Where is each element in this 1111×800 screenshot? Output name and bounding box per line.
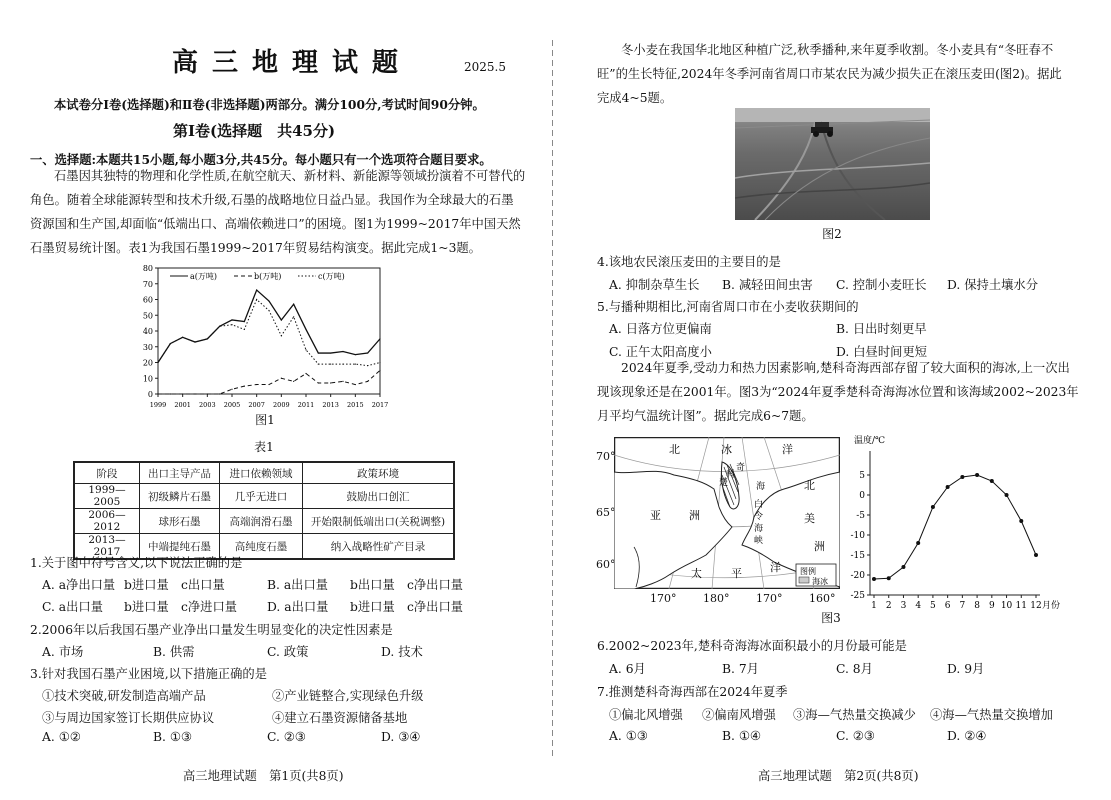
- q1-option-d-2: b进口量: [350, 600, 395, 614]
- x-tick-label: 2: [885, 601, 892, 611]
- table-cell: 2013—2017: [74, 534, 140, 560]
- map-lat-label: 65°: [596, 506, 616, 519]
- data-point: [244, 329, 245, 330]
- passage-2-line: 冬小麦在我国华北地区种植广泛,秋季播种,来年夏季收割。冬小麦具有“冬旺春不: [621, 43, 1054, 57]
- data-point: [367, 381, 368, 382]
- q7-option-d[interactable]: D. ②④: [947, 729, 987, 743]
- data-point: [367, 352, 368, 353]
- table-header-cell: 阶段: [74, 462, 140, 484]
- data-point: [355, 384, 356, 385]
- y-tick-label: 5: [859, 471, 865, 481]
- data-point: [157, 362, 158, 363]
- data-point: [342, 381, 343, 382]
- q3-option-d[interactable]: D. ③④: [381, 730, 421, 744]
- q4-option-a[interactable]: A. 抑制杂草生长: [609, 278, 700, 292]
- table-cell: 高纯度石墨: [220, 534, 303, 560]
- passage-2-line: 完成4~5题。: [597, 91, 673, 105]
- data-point: [268, 310, 269, 311]
- data-point: [379, 362, 380, 363]
- data-point: [305, 373, 306, 374]
- y-tick-label: -15: [850, 551, 865, 561]
- q3-item: ④建立石墨资源储备基地: [272, 711, 408, 725]
- q3-item: ③与周边国家签订长期供应协议: [42, 711, 215, 725]
- temperature-line: [874, 475, 1036, 579]
- page-title: 高三地理试题: [172, 48, 413, 78]
- map-place-label: 令: [754, 512, 764, 522]
- map-place-label: 冰: [721, 443, 732, 456]
- x-tick-label: 11: [1015, 601, 1027, 611]
- x-tick-label: 2011: [297, 401, 315, 409]
- q1-option-c-1[interactable]: C. a出口量: [42, 600, 104, 614]
- q7-option-c[interactable]: C. ②③: [836, 729, 875, 743]
- x-tick-label: 2007: [248, 401, 265, 409]
- y-tick-label: 30: [142, 342, 153, 352]
- q2-option-c[interactable]: C. 政策: [267, 645, 309, 659]
- temperature-point: [946, 485, 950, 489]
- q1-option-b-3: c净出口量: [407, 578, 464, 592]
- x-tick-label: 2013: [322, 401, 339, 409]
- monthly-temperature-chart: [850, 430, 1070, 611]
- map-lon-label: 170°: [650, 592, 677, 605]
- table1-caption: 表1: [254, 440, 274, 454]
- temperature-point: [960, 475, 964, 479]
- q5-option-a[interactable]: A. 日落方位更偏南: [609, 322, 712, 336]
- data-point: [318, 363, 319, 364]
- section1-instructions: 一、选择题:本题共15小题,每小题3分,共45分。每小题只有一个选项符合题目要求。: [30, 152, 492, 167]
- passage-1-line: 石墨因其独特的物理和化学性质,在航空航天、新材料、新能源等领域扮演着不可替代的: [54, 169, 526, 183]
- data-point: [293, 316, 294, 317]
- data-point: [355, 363, 356, 364]
- data-point: [305, 329, 306, 330]
- map-place-label: 洋: [770, 561, 781, 574]
- q4-option-b[interactable]: B. 减轻田间虫害: [722, 278, 813, 292]
- data-point: [182, 337, 183, 338]
- table-cell: 初级鳞片石墨: [140, 484, 220, 509]
- table-cell: 中端提纯石墨: [140, 534, 220, 560]
- y-tick-label: -10: [850, 531, 865, 541]
- legend-label: b(万吨): [254, 272, 282, 281]
- map-place-label: 洲: [689, 509, 700, 522]
- x-tick-label: 4: [915, 601, 922, 611]
- q5-option-d[interactable]: D. 白昼时间更短: [836, 345, 928, 359]
- q2-option-d[interactable]: D. 技术: [381, 645, 423, 659]
- map-place-label: 海: [754, 524, 764, 534]
- map-place-label: 白: [754, 500, 764, 510]
- passage-2-line: 旺”的生长特征,2024年冬季河南省周口市某农民为减少损失正在滚压麦田(图2)。据此: [597, 67, 1062, 81]
- y-axis-label: 温度/℃: [854, 436, 886, 446]
- q2-stem: 2.2006年以后我国石墨产业净出口量发生明显变化的决定性因素是: [30, 623, 393, 637]
- footer-right: 高三地理试题 第2页(共8页): [758, 769, 919, 783]
- temperature-point: [1019, 519, 1023, 523]
- data-point: [194, 393, 195, 394]
- map-lat-label: 60°: [596, 558, 616, 571]
- data-point: [219, 393, 220, 394]
- y-tick-label: 0: [147, 390, 153, 399]
- x-tick-label: 5: [930, 601, 936, 611]
- x-tick-label: 1999: [149, 401, 167, 409]
- data-point: [268, 300, 269, 301]
- passage-1: [30, 164, 525, 260]
- table-cell: 2006—2012: [74, 509, 140, 534]
- y-tick-label: -20: [850, 571, 865, 581]
- table-cell: 鼓励出口创汇: [303, 484, 455, 509]
- x-tick-label: 2015: [347, 401, 364, 409]
- x-axis-label: 月份: [1042, 601, 1061, 611]
- map-place-label: 太: [691, 567, 702, 580]
- x-tick-label: 8: [974, 601, 980, 611]
- data-point: [281, 335, 282, 336]
- data-point: [330, 363, 331, 364]
- x-tick-label: 6: [944, 601, 951, 611]
- map-lat-label: 70°: [596, 450, 616, 463]
- map-legend-ice-swatch: [799, 577, 809, 583]
- data-point: [281, 319, 282, 320]
- q3-item: ②产业链整合,实现绿色升级: [272, 689, 424, 703]
- temperature-point: [887, 576, 891, 580]
- q4-option-c[interactable]: C. 控制小麦旺长: [836, 278, 927, 292]
- field-rolling-photo: [735, 108, 930, 220]
- map-place-label: 楚: [719, 478, 729, 488]
- map-place-label: 洲: [814, 540, 825, 553]
- data-point: [207, 338, 208, 339]
- map-place-label: 美: [804, 512, 815, 525]
- x-tick-label: 2005: [223, 401, 241, 409]
- temperature-point: [931, 505, 935, 509]
- chukchi-sea-map: [614, 437, 840, 589]
- data-point: [342, 363, 343, 364]
- x-tick-label: 10: [1000, 601, 1013, 611]
- data-point: [207, 393, 208, 394]
- q7-item: ②偏南风增强: [702, 708, 776, 722]
- passage-3-line: 2024年夏季,受动力和热力因素影响,楚科奇海西部存留了较大面积的海冰,上一次出: [621, 361, 1070, 375]
- data-point: [268, 384, 269, 385]
- y-tick-label: 0: [859, 491, 865, 501]
- data-point: [157, 393, 158, 394]
- data-point: [256, 299, 257, 300]
- data-point: [231, 324, 232, 325]
- q1-option-a-1[interactable]: A. a净出口量: [42, 578, 116, 592]
- data-point: [194, 341, 195, 342]
- data-point: [355, 354, 356, 355]
- map-legend-item: 海冰: [812, 577, 828, 586]
- q2-option-b[interactable]: B. 供需: [153, 645, 195, 659]
- q5-stem: 5.与播种期相比,河南省周口市在小麦收获期间的: [597, 300, 859, 314]
- temperature-point: [916, 541, 920, 545]
- series-line-b: [158, 370, 380, 394]
- passage-3-line: 现该现象还是在2001年。图3为“2024年夏季楚科奇海海冰位置和该海域2002~2023年: [597, 385, 1079, 399]
- q1-option-a-2: b进口量: [124, 578, 169, 592]
- temperature-point: [975, 473, 979, 477]
- q6-option-d[interactable]: D. 9月: [947, 662, 985, 676]
- data-point: [170, 343, 171, 344]
- data-point: [318, 382, 319, 383]
- map-lon-label: 170°: [756, 592, 783, 605]
- data-point: [293, 304, 294, 305]
- data-point: [367, 365, 368, 366]
- x-tick-label: 1: [871, 601, 877, 611]
- legend-label: a(万吨): [190, 272, 218, 281]
- q7-stem: 7.推测楚科奇海西部在2024年夏季: [597, 685, 788, 699]
- data-point: [305, 349, 306, 350]
- table-header-cell: 政策环境: [303, 462, 455, 484]
- q5-option-b[interactable]: B. 日出时刻更早: [836, 322, 927, 336]
- exam-intro: 本试卷分Ⅰ卷(选择题)和Ⅱ卷(非选择题)两部分。满分100分,考试时间90分钟。: [54, 97, 485, 112]
- q6-option-a[interactable]: A. 6月: [609, 662, 646, 676]
- temperature-point: [1005, 493, 1009, 497]
- map-place-label: 海: [756, 482, 766, 492]
- temperature-point: [872, 577, 876, 581]
- map-place-label: 洋: [782, 443, 793, 456]
- map-place-label: 奇: [736, 463, 746, 473]
- table1: [73, 461, 455, 560]
- series-line-c: [158, 300, 380, 366]
- q7-item: ①偏北风增强: [609, 708, 683, 722]
- y-tick-label: 50: [142, 311, 153, 321]
- table-cell: 高端润滑石墨: [220, 509, 303, 534]
- y-tick-label: -5: [856, 511, 865, 521]
- q1-option-a-3: c出口量: [181, 578, 225, 592]
- x-tick-label: 7: [959, 601, 966, 611]
- q1-option-b-1[interactable]: B. a出口量: [267, 578, 329, 592]
- data-point: [342, 351, 343, 352]
- table-header-row: [74, 462, 454, 484]
- q1-option-b-2: b出口量: [350, 578, 395, 592]
- data-point: [330, 352, 331, 353]
- q5-option-c[interactable]: C. 正午太阳高度小: [609, 345, 712, 359]
- q6-option-c[interactable]: C. 8月: [836, 662, 873, 676]
- q4-stem: 4.该地农民滚压麦田的主要目的是: [597, 255, 781, 269]
- q1-option-d-3: c净出口量: [407, 600, 464, 614]
- q1-option-c-3: c净进口量: [181, 600, 238, 614]
- table-row: [74, 484, 454, 509]
- footer-left: 高三地理试题 第1页(共8页): [183, 769, 344, 783]
- data-point: [231, 389, 232, 390]
- x-tick-label: 9: [988, 601, 995, 611]
- q3-item: ①技术突破,研发制造高端产品: [42, 689, 206, 703]
- figure1-caption: 图1: [255, 413, 275, 427]
- temperature-point: [1034, 553, 1038, 557]
- y-tick-label: 80: [142, 264, 153, 273]
- passage-1-line: 角色。随着全球能源转型和技术升级,石墨的战略地位日益凸显。我国作为全球最大的石墨: [30, 193, 514, 207]
- y-tick-label: 40: [142, 327, 153, 336]
- passage-1-line: 石墨贸易统计图。表1为我国石墨1999~2017年贸易结构演变。据此完成1~3题。: [30, 241, 481, 255]
- page-divider: [552, 40, 553, 760]
- data-point: [256, 289, 257, 290]
- passage-1-line: 资源国和生产国,却面临“低端出口、高端依赖进口”的困境。图1为1999~2017年中国天然: [30, 217, 521, 231]
- table-cell: 开始限制低端出口(关税调整): [303, 509, 455, 534]
- map-place-label: 平: [731, 567, 742, 580]
- y-tick-label: 20: [142, 358, 153, 368]
- q1-option-c-2: b进口量: [124, 600, 169, 614]
- data-point: [281, 378, 282, 379]
- table-cell: 纳入战略性矿产目录: [303, 534, 455, 560]
- table-cell: 球形石墨: [140, 509, 220, 534]
- q1-option-d-1[interactable]: D. a出口量: [267, 600, 329, 614]
- x-tick-label: 3: [900, 601, 907, 611]
- q6-option-b[interactable]: B. 7月: [722, 662, 759, 676]
- x-tick-label: 2003: [199, 401, 216, 409]
- y-tick-label: -25: [850, 591, 865, 601]
- q7-item: ④海—气热量交换增加: [930, 708, 1053, 722]
- y-tick-label: 70: [142, 279, 153, 289]
- graphite-trade-chart: [138, 260, 388, 410]
- passage-2: [597, 38, 1062, 110]
- y-tick-label: 10: [142, 374, 153, 384]
- passage-3: [597, 356, 1079, 428]
- passage-3-line: 月平均气温统计图”。据此完成6~7题。: [597, 409, 814, 423]
- temperature-point: [990, 479, 994, 483]
- table-row: [74, 509, 454, 534]
- map-place-label: 北: [669, 443, 680, 456]
- data-point: [182, 393, 183, 394]
- x-tick-label: 2001: [174, 401, 191, 409]
- q3-option-b[interactable]: B. ①③: [153, 730, 192, 744]
- figure3-caption: 图3: [821, 611, 841, 625]
- q2-option-a[interactable]: A. 市场: [42, 645, 84, 659]
- data-point: [379, 338, 380, 339]
- q7-option-a[interactable]: A. ①③: [609, 729, 648, 743]
- data-point: [256, 384, 257, 385]
- data-point: [170, 393, 171, 394]
- y-tick-label: 60: [142, 295, 153, 305]
- figure2-caption: 图2: [822, 227, 842, 241]
- data-point: [330, 382, 331, 383]
- data-point: [293, 381, 294, 382]
- table-cell: 几乎无进口: [220, 484, 303, 509]
- map-place-label: 科: [726, 470, 736, 480]
- map-lon-label: 180°: [703, 592, 730, 605]
- data-point: [244, 386, 245, 387]
- map-place-label: 北: [804, 479, 815, 492]
- map-place-label: 亚: [650, 509, 661, 522]
- part1-title: 第Ⅰ卷(选择题 共45分): [173, 122, 336, 140]
- q3-option-c[interactable]: C. ②③: [267, 730, 306, 744]
- data-point: [244, 321, 245, 322]
- x-tick-label: 2017: [371, 401, 389, 409]
- x-tick-label: 2009: [273, 401, 290, 409]
- q7-option-b[interactable]: B. ①④: [722, 729, 761, 743]
- map-legend-title: 图例: [800, 567, 816, 576]
- plot-frame: [158, 268, 380, 394]
- data-point: [318, 352, 319, 353]
- map-lon-label: 160°: [809, 592, 836, 605]
- data-point: [231, 319, 232, 320]
- table-header-cell: 出口主导产品: [140, 462, 220, 484]
- q7-item: ③海—气热量交换减少: [793, 708, 916, 722]
- temperature-point: [901, 565, 905, 569]
- map-place-label: 峡: [754, 536, 764, 546]
- table-header-cell: 进口依赖领域: [220, 462, 303, 484]
- q4-option-d[interactable]: D. 保持土壤水分: [947, 278, 1039, 292]
- table-cell: 1999—2005: [74, 484, 140, 509]
- q3-stem: 3.针对我国石墨产业困境,以下措施正确的是: [30, 667, 267, 681]
- field-rolling-photo-drawing: [735, 108, 930, 220]
- q3-option-a[interactable]: A. ①②: [42, 730, 81, 744]
- data-point: [219, 326, 220, 327]
- data-point: [379, 370, 380, 371]
- q6-stem: 6.2002~2023年,楚科奇海海冰面积最小的月份最可能是: [597, 639, 907, 653]
- x-tick-label: 12: [1030, 601, 1042, 611]
- legend-label: c(万吨): [318, 272, 345, 281]
- exam-date: 2025.5: [464, 60, 506, 74]
- q1-stem: 1.关于图中符号含义,以下说法正确的是: [30, 556, 243, 570]
